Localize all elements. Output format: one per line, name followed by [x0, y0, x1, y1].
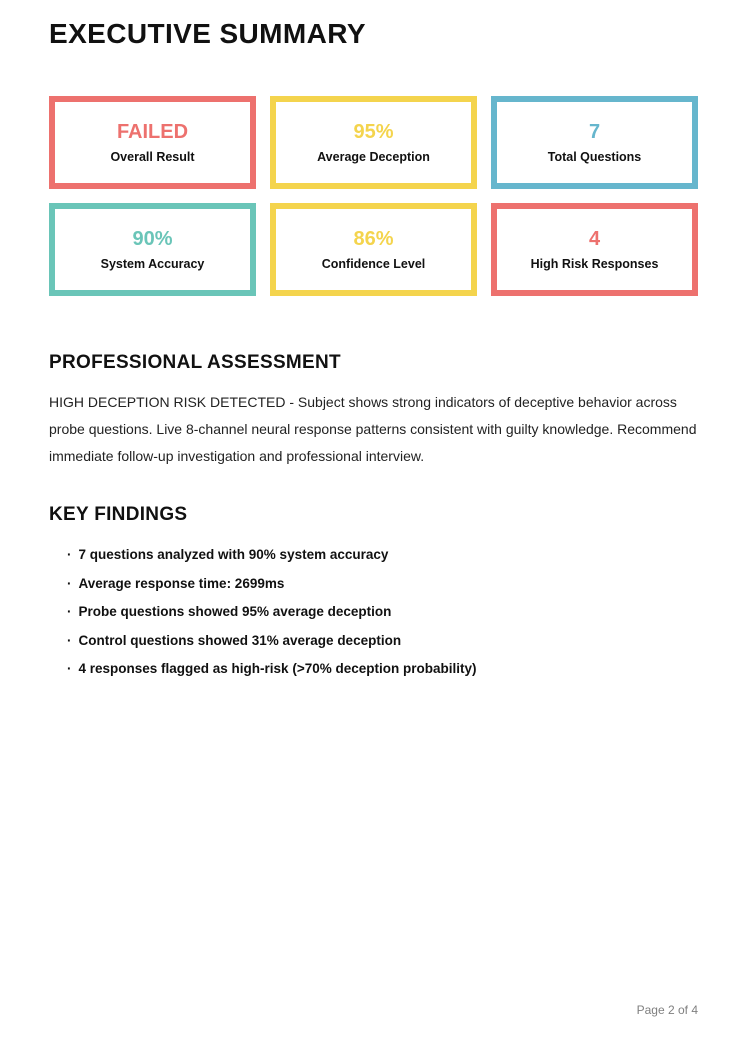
- bullet-icon: ·: [67, 661, 72, 676]
- stat-card-average-deception: [270, 96, 477, 189]
- bullet-icon: ·: [67, 632, 72, 648]
- stat-value: FAILED: [116, 120, 189, 143]
- finding-text: Probe questions showed 95% average deception: [78, 604, 392, 619]
- stat-value: 7: [588, 120, 601, 143]
- stat-label: Overall Result: [110, 149, 195, 164]
- bullet-icon: ·: [67, 547, 72, 562]
- stat-card-overall-result: [49, 96, 256, 189]
- page-title: EXECUTIVE SUMMARY: [49, 18, 366, 49]
- finding-text: 4 responses flagged as high-risk (>70% deception probability): [78, 661, 477, 676]
- assessment-heading: PROFESSIONAL ASSESSMENT: [49, 352, 341, 373]
- stat-card-confidence-level: [270, 203, 477, 296]
- stat-label: Average Deception: [317, 149, 430, 164]
- stat-label: System Accuracy: [100, 256, 205, 271]
- stat-card-high-risk-responses: [491, 203, 698, 296]
- finding-text: Control questions showed 31% average deception: [78, 632, 402, 648]
- finding-text: 7 questions analyzed with 90% system accuracy: [78, 547, 389, 562]
- finding-text: Average response time: 2699ms: [78, 575, 285, 591]
- finding-item: [67, 576, 698, 592]
- stat-value: 95%: [353, 120, 394, 143]
- assessment-body: HIGH DECEPTION RISK DETECTED - Subject shows strong indicators of deceptive behavior across probe questions. Live 8-channel neural response patterns consistent with guilty knowledge. Recommend immediate follow-up investigation and professional interview.: [49, 394, 697, 464]
- bullet-icon: ·: [67, 604, 72, 619]
- stat-label: High Risk Responses: [530, 256, 659, 271]
- stat-value: 4: [588, 227, 601, 250]
- finding-item: [67, 661, 698, 677]
- findings-heading: KEY FINDINGS: [49, 504, 188, 525]
- finding-item: [67, 547, 698, 563]
- findings-list: [49, 547, 698, 677]
- stat-label: Confidence Level: [321, 256, 426, 271]
- finding-item: [67, 633, 698, 649]
- summary-cards: [49, 96, 698, 296]
- stat-label: Total Questions: [547, 149, 642, 164]
- stat-value: 86%: [353, 227, 394, 250]
- finding-item: [67, 604, 698, 620]
- stat-card-total-questions: [491, 96, 698, 189]
- stat-card-system-accuracy: [49, 203, 256, 296]
- bullet-icon: ·: [67, 575, 72, 591]
- stat-value: 90%: [132, 227, 173, 250]
- page-number: Page 2 of 4: [636, 1003, 698, 1017]
